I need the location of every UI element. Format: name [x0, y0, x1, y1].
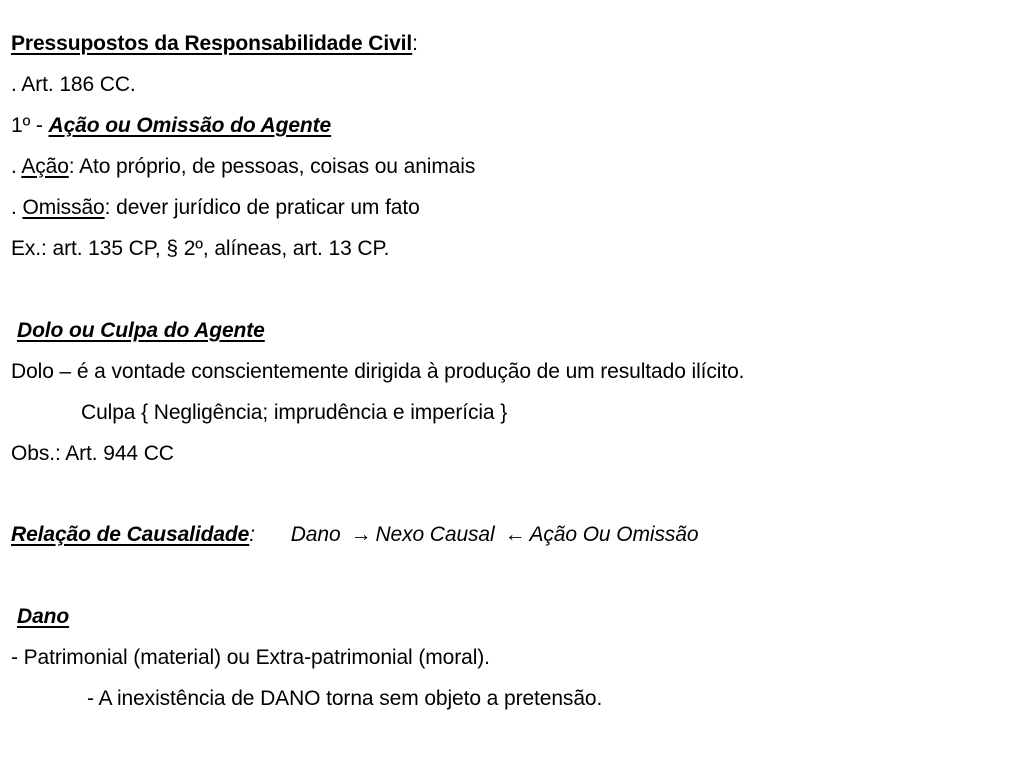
arrow-right-icon: →	[350, 523, 372, 546]
dolo-definition: Dolo – é a vontade conscientemente dirigida à produção de um resultado ilícito.	[11, 360, 745, 383]
example-line: Ex.: art. 135 CP, § 2º, alíneas, art. 13 CP.	[11, 237, 390, 260]
omissao-prefix: .	[11, 196, 23, 219]
causalidade-dano: Dano	[290, 523, 341, 546]
causalidade-colon: :	[249, 523, 255, 546]
acao-prefix: .	[11, 155, 22, 178]
item1-title: Ação ou Omissão do Agente	[48, 114, 332, 137]
acao-line	[11, 154, 475, 180]
omissao-text: : dever jurídico de praticar um fato	[104, 196, 420, 219]
art-reference: . Art. 186 CC.	[11, 73, 136, 96]
dano-line-2: - A inexistência de DANO torna sem objeto a pretensão.	[87, 687, 603, 710]
omissao-term: Omissão	[22, 196, 105, 219]
heading-colon: :	[412, 32, 418, 55]
omissao-line	[11, 195, 420, 221]
slide-heading: Pressupostos da Responsabilidade Civil	[11, 32, 413, 55]
causalidade-nexo: Nexo Causal	[375, 523, 495, 546]
culpa-definition: Culpa { Negligência; imprudência e imperícia }	[81, 401, 508, 424]
causalidade-acao-omissao: Ação Ou Omissão	[529, 523, 699, 546]
acao-text: : Ato próprio, de pessoas, coisas ou animais	[68, 155, 476, 178]
dolo-culpa-title: Dolo ou Culpa do Agente	[17, 319, 265, 342]
arrow-left-icon: ←	[504, 523, 526, 546]
dano-title: Dano	[17, 605, 70, 628]
causalidade-title: Relação de Causalidade	[11, 523, 250, 546]
causalidade-line	[11, 522, 698, 548]
dano-line-1: - Patrimonial (material) ou Extra-patrimonial (moral).	[11, 646, 490, 669]
dolo-culpa-title-line	[17, 318, 265, 344]
item1-prefix: 1º -	[11, 114, 49, 137]
item1-line	[11, 113, 331, 139]
obs-line: Obs.: Art. 944 CC	[11, 442, 174, 465]
acao-term: Ação	[21, 155, 69, 178]
heading-line	[11, 31, 418, 57]
dano-title-line	[17, 604, 69, 630]
